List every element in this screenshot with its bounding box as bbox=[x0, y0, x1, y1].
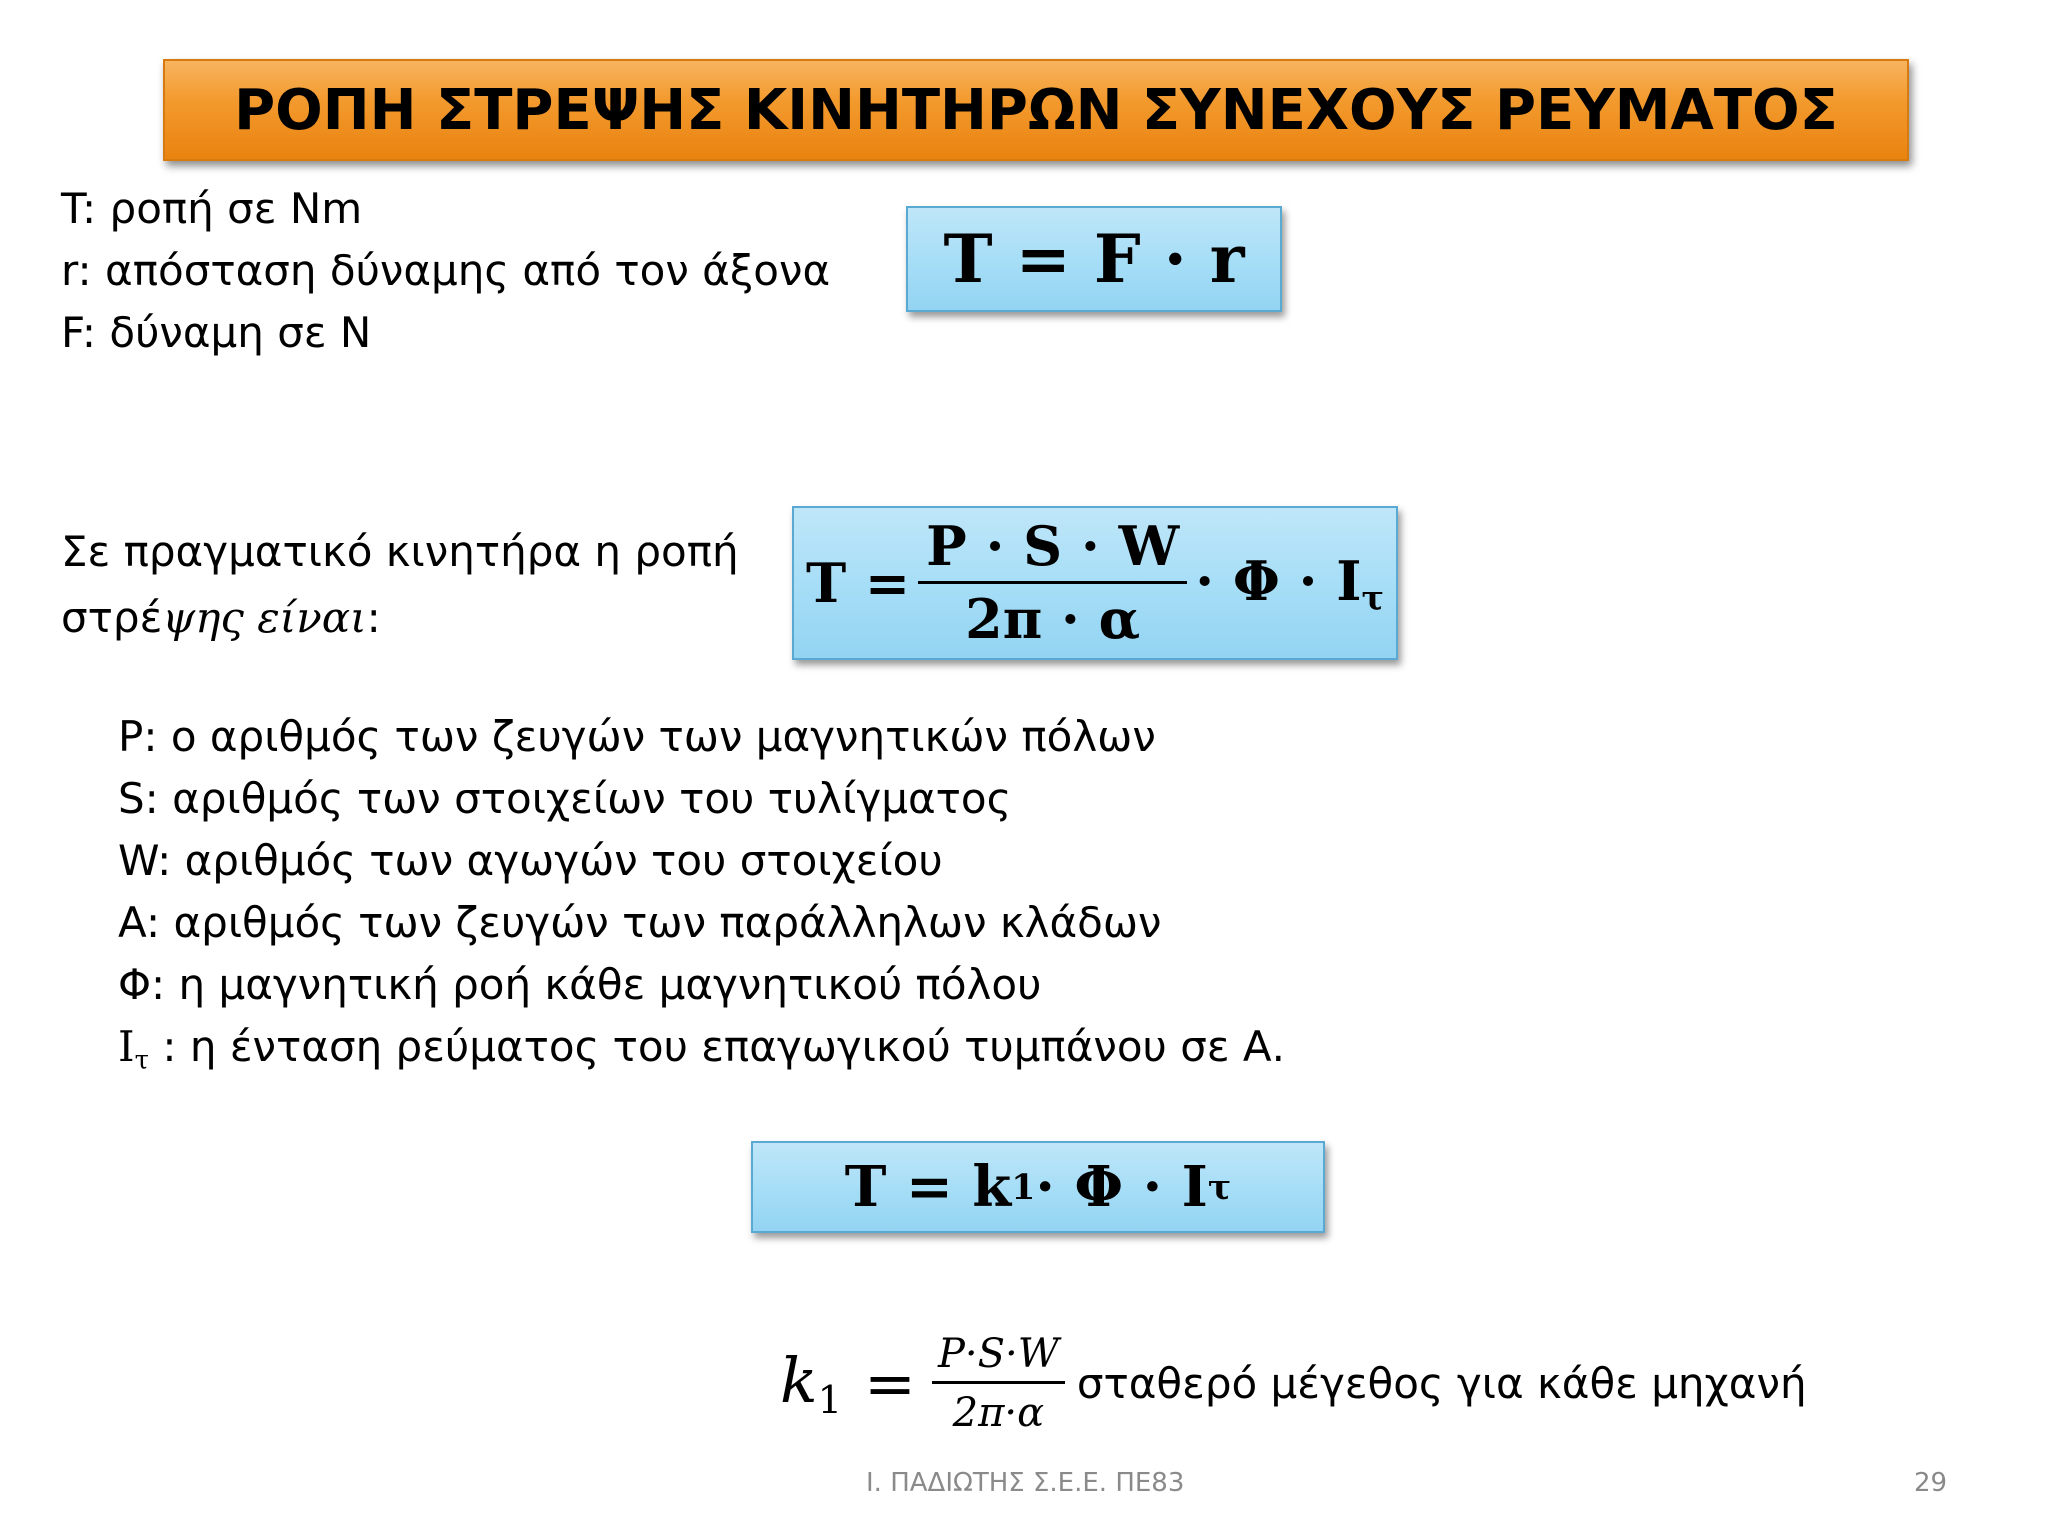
formula4-lhs-k: k bbox=[780, 1343, 818, 1417]
formula3-mid: · Φ · I bbox=[1035, 1154, 1208, 1220]
definition-radius: r: απόσταση δύναμης από τον άξονα bbox=[61, 246, 831, 295]
definition-force: F: δύναμη σε N bbox=[61, 308, 372, 357]
intro-line-2-normal: στρέ bbox=[61, 593, 163, 642]
formula3-pre: T = k bbox=[844, 1154, 1012, 1220]
variable-current-text: : η ένταση ρεύματος του επαγωγικού τυμπάνου σε Α. bbox=[149, 1022, 1285, 1071]
intro-line-2 bbox=[61, 585, 739, 651]
formula2-fraction bbox=[918, 514, 1187, 651]
formula-torque-k1 bbox=[751, 1141, 1325, 1233]
formula2-lhs: T = bbox=[805, 551, 911, 615]
formula4-lhs-sub: 1 bbox=[817, 1377, 843, 1423]
formula4-numerator: P·S·W bbox=[932, 1331, 1065, 1384]
intro-line-1: Σε πραγματικό κινητήρα η ροπή bbox=[61, 527, 739, 576]
variable-current bbox=[118, 1016, 1285, 1091]
formula-torque-real bbox=[792, 506, 1398, 660]
formula4-lhs bbox=[780, 1344, 842, 1423]
intro-line-2-italic: ψης είναι bbox=[162, 593, 367, 642]
formula4-denominator: 2π·α bbox=[952, 1389, 1045, 1436]
variables-list bbox=[118, 706, 1285, 1091]
definition-torque: T: ροπή σε Nm bbox=[61, 184, 363, 233]
footer-author: Ι. ΠΑΔΙΩΤΗΣ Σ.Ε.Ε. ΠΕ83 bbox=[866, 1468, 1185, 1498]
formula2-rhs-sub: τ bbox=[1361, 578, 1385, 618]
formula-k1-definition bbox=[780, 1318, 1807, 1448]
variable-a: A: αριθμός των ζευγών των παράλληλων κλάδων bbox=[118, 898, 1162, 947]
intro-line-2-end: : bbox=[366, 593, 381, 642]
formula2-rhs-main: · Φ · I bbox=[1195, 548, 1362, 613]
intro-text bbox=[61, 519, 739, 651]
formula3-i-sub: τ bbox=[1207, 1166, 1232, 1208]
formula-torque-basic bbox=[906, 206, 1282, 312]
formula4-description: σταθερό μέγεθος για κάθε μηχανή bbox=[1076, 1358, 1807, 1408]
formula-torque-basic-text: T = F · r bbox=[943, 220, 1245, 298]
formula3-k-sub: 1 bbox=[1011, 1166, 1036, 1208]
formula2-rhs bbox=[1195, 549, 1384, 617]
slide-title: ΡΟΠΗ ΣΤΡΕΨΗΣ ΚΙΝΗΤΗΡΩΝ ΣΥΝΕΧΟΥΣ ΡΕΥΜΑΤΟΣ bbox=[234, 77, 1838, 143]
variable-s: S: αριθμός των στοιχείων του τυλίγματος bbox=[118, 774, 1012, 823]
formula2-denominator: 2π · α bbox=[965, 586, 1141, 651]
variable-current-symbol: I bbox=[118, 1022, 135, 1071]
formula2-numerator: P · S · W bbox=[918, 517, 1187, 583]
variable-p: P: ο αριθμός των ζευγών των μαγνητικών πόλων bbox=[118, 712, 1156, 761]
definitions-list bbox=[61, 178, 830, 364]
title-banner bbox=[163, 59, 1909, 161]
variable-phi: Φ: η μαγνητική ροή κάθε μαγνητικού πόλου bbox=[118, 960, 1042, 1009]
variable-current-sub: τ bbox=[134, 1045, 149, 1076]
variable-w: W: αριθμός των αγωγών του στοιχείου bbox=[118, 836, 943, 885]
formula4-equals: = bbox=[864, 1346, 916, 1420]
formula4-fraction bbox=[932, 1331, 1065, 1436]
page-number: 29 bbox=[1914, 1468, 1948, 1498]
